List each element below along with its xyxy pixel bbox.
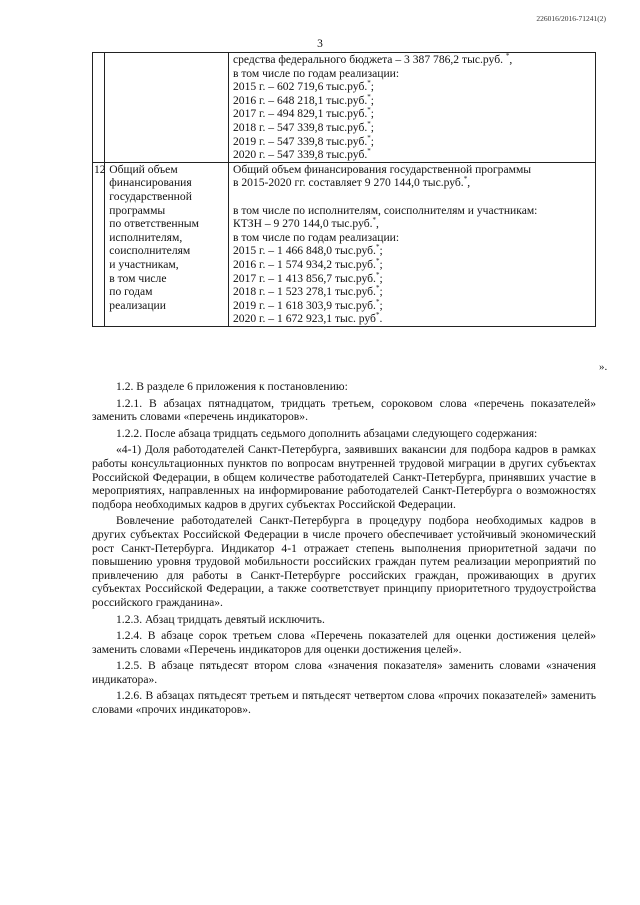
amendment-paragraph: Вовлечение работодателей Санкт-Петербурга в процедуру подбора необходимых кадров в других субъектах Российской Федерации в числе прочего обеспечивает устойчивый экономический рост Санкт-Петербурга. Индикатор 4-1 отражает степень выполнения приоритетной задачи по повышению уровня трудовой мобильности российских граждан путем реализации мероприятий по привлечению для работы в Санкт-Петербурге российских граждан, проживающих в других субъектах Российской Федерации, а также соответствует принципу приоритетного трудоустройства российского гражданина». [92,514,596,609]
federal-budget-line: 2016 г. – 648 218,1 тыс.руб.*; [232,92,374,107]
row-number-12: 12 [93,162,105,326]
row-12-label-line: соисполнителям [109,244,191,258]
financing-year-line: 2019 г. – 1 618 303,9 тыс.руб.*; [232,297,383,312]
financing-year-line: 2017 г. – 1 413 856,7 тыс.руб.*; [232,270,383,285]
total-financing-lines [233,163,591,190]
row-12-label-line: реализации [109,298,166,312]
federal-budget-line: 2018 г. – 547 339,8 тыс.руб.*; [232,119,374,134]
amendment-paragraph: 1.2.5. В абзаце пятьдесят втором слова «значения показателя» заменить словами «значения индикатора». [92,659,596,686]
row-label-cell [105,53,229,163]
row-12-label-lines [109,163,224,313]
row-12-label-line: финансирования [109,176,192,190]
federal-budget-line: средства федерального бюджета – 3 387 786,2 тыс.руб. *, [232,52,513,66]
financing-year-line: в том числе по исполнителям, соисполнителям и участникам: [232,203,538,217]
row-12-label-line: и участникам, [109,257,179,271]
amendment-text [92,380,596,720]
financing-year-line: 2020 г. – 1 672 923,1 тыс. руб*. [232,311,383,326]
federal-budget-line: 2015 г. – 602 719,6 тыс.руб.*; [232,79,374,94]
financing-year-line: КТЗН – 9 270 144,0 тыс.руб.*, [232,216,379,231]
amendment-paragraph: 1.2.1. В абзацах пятнадцатом, тридцать третьем, сороковом слова «перечень показателей» заменить словами «перечень индикаторов». [92,396,596,424]
federal-budget-cell [228,53,595,163]
row-12-label-line: по ответственным [109,217,199,231]
row-12-label [105,162,229,326]
financing-year-line: в том числе по годам реализации: [232,230,400,244]
financing-year-line: 2016 г. – 1 574 934,2 тыс.руб.*; [232,256,383,271]
row-12-label-line: программы [109,203,166,217]
total-financing-line: Общий объем финансирования государственной программы [232,162,532,176]
financing-year-line: 2018 г. – 1 523 278,1 тыс.руб.*; [232,284,383,299]
row-12-label-line: Общий объем [109,162,178,176]
federal-budget-line: в том числе по годам реализации: [232,66,400,80]
federal-budget-line: 2020 г. – 547 339,8 тыс.руб.* [232,147,371,162]
financing-year-line: 2015 г. – 1 466 848,0 тыс.руб.*; [232,243,383,258]
total-financing-line: в 2015-2020 гг. составляет 9 270 144,0 тыс.руб.*, [232,175,471,190]
amendment-paragraph: «4-1) Доля работодателей Санкт-Петербурга, заявивших вакансии для подбора кадров в рамках работы консультационных пунктов по вопросам внутренней трудовой миграции в других субъектах Российской Федерации, в общем количестве работодателей Санкт-Петербурга, принявших участие в мероприятиях, направленных на информирование работодателей Санкт-Петербурга о возможностях подбора необходимых кадров в других субъектах Российской Федерации. [92,443,596,511]
document-id: 226016/2016-71241(2) [536,14,606,23]
amendment-paragraph: 1.2.4. В абзаце сорок третьем слова «Перечень показателей для оценки достижения целей» заменить словами «Перечень индикаторов для оценки достижения целей». [92,629,596,656]
amendment-paragraph: 1.2. В разделе 6 приложения к постановлению: [116,380,348,393]
closing-quote: ». [599,361,608,373]
financing-by-year-lines [233,204,591,326]
federal-budget-line: 2019 г. – 547 339,8 тыс.руб.*; [232,133,374,148]
amendment-paragraph: 1.2.3. Абзац тридцать девятый исключить. [116,612,325,626]
table-row-12 [93,162,596,326]
row-12-label-line: по годам [109,285,153,299]
federal-budget-line: 2017 г. – 494 829,1 тыс.руб.*; [232,106,374,121]
table-row-previous [93,53,596,163]
row-number-cell [93,53,105,163]
page-number: 3 [317,38,323,50]
program-passport-table [92,52,596,327]
row-12-label-line: государственной [109,189,192,203]
row-12-label-line: в том числе [109,271,167,285]
federal-budget-lines [233,53,591,162]
total-financing-cell [228,162,595,326]
row-12-label-line: исполнителям, [109,230,183,244]
amendment-paragraph: 1.2.2. После абзаца тридцать седьмого дополнить абзацами следующего содержания: [116,426,538,440]
amendment-paragraph: 1.2.6. В абзацах пятьдесят третьем и пятьдесят четвертом слова «прочих показателей» заменить словами «прочих индикаторов». [92,689,596,717]
